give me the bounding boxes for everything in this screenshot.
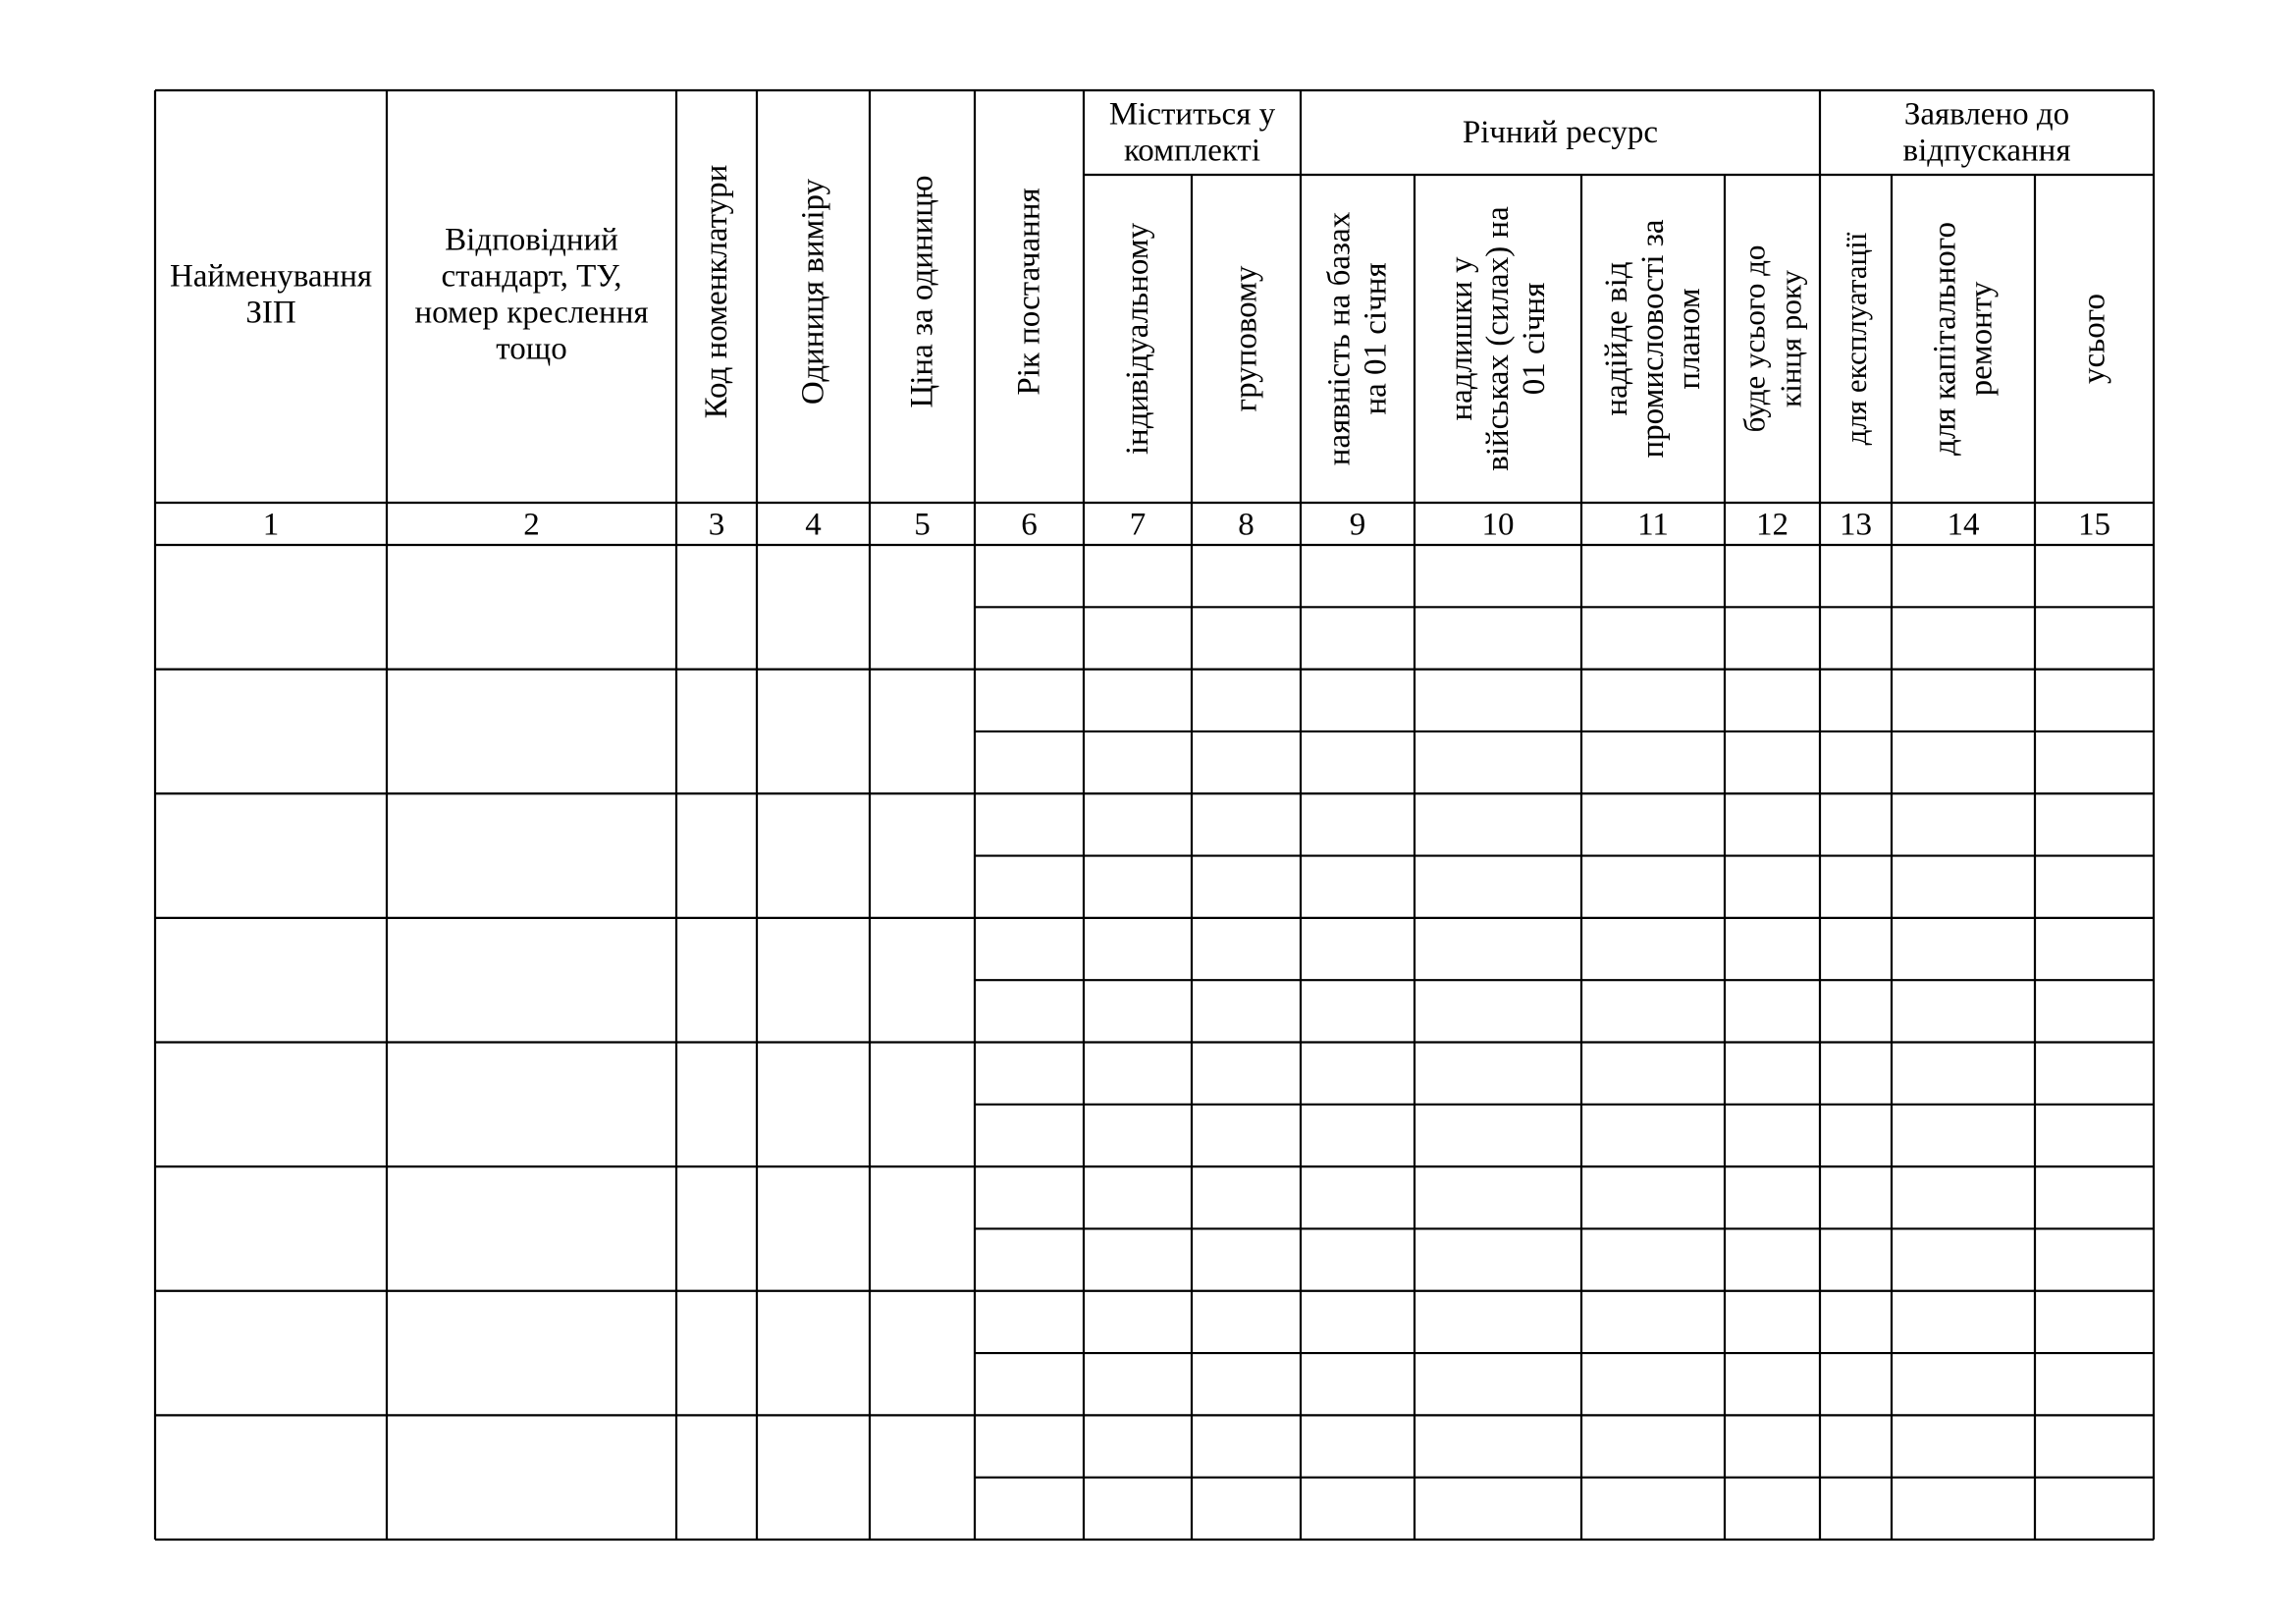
- table-cell-r6-1-c10[interactable]: [1416, 1168, 1579, 1226]
- header-group-line-1: груповому: [1228, 265, 1264, 412]
- header-year-end-total-line-1: буде усього до: [1736, 244, 1772, 433]
- header-group-requested-line-1: Заявлено до: [1903, 96, 2070, 133]
- table-cell-r8-2-c12[interactable]: [1727, 1480, 1818, 1538]
- table-cell-r5-1-c13[interactable]: [1822, 1045, 1890, 1103]
- table-cell-r4-1-c14[interactable]: [1894, 920, 2033, 978]
- table-cell-r6-c5[interactable]: [872, 1168, 973, 1289]
- table-cell-r6-1-c11[interactable]: [1583, 1168, 1723, 1226]
- header-troop-surplus-line-2: військах (силах) на: [1480, 206, 1516, 471]
- table-cell-r7-c4[interactable]: [759, 1293, 868, 1414]
- table-cell-r2-1-c10[interactable]: [1416, 672, 1579, 730]
- table-cell-r6-c3[interactable]: [678, 1168, 755, 1289]
- table-cell-r1-c3[interactable]: [678, 547, 755, 668]
- table-cell-r8-1-c8[interactable]: [1194, 1417, 1299, 1475]
- table-cell-r3-c5[interactable]: [872, 795, 973, 916]
- table-cell-r4-1-c11[interactable]: [1583, 920, 1723, 978]
- table-cell-r8-1-c6[interactable]: [977, 1417, 1082, 1475]
- header-troop-surplus: [1444, 206, 1552, 471]
- table-cell-r2-1-c8[interactable]: [1194, 672, 1299, 730]
- column-number-3: 3: [708, 507, 725, 543]
- header-overhaul: [1928, 222, 2000, 456]
- table-cell-r1-2-c11[interactable]: [1583, 609, 1723, 667]
- header-standard-line-3: номер креслення: [414, 295, 649, 331]
- table-cell-r6-2-c8[interactable]: [1194, 1230, 1299, 1288]
- table-cell-r7-1-c10[interactable]: [1416, 1293, 1579, 1351]
- table-cell-r8-2-c10[interactable]: [1416, 1480, 1579, 1538]
- table-cell-r5-2-c12[interactable]: [1727, 1107, 1818, 1164]
- table-cell-r8-c2[interactable]: [389, 1417, 674, 1538]
- table-cell-r2-1-c9[interactable]: [1303, 672, 1413, 730]
- table-cell-r4-c5[interactable]: [872, 920, 973, 1041]
- table-cell-r3-1-c10[interactable]: [1416, 795, 1579, 853]
- table-cell-r1-c2[interactable]: [389, 547, 674, 668]
- table-cell-r5-c4[interactable]: [759, 1045, 868, 1165]
- table-cell-r7-1-c9[interactable]: [1303, 1293, 1413, 1351]
- table-cell-r4-1-c9[interactable]: [1303, 920, 1413, 978]
- table-cell-r4-1-c10[interactable]: [1416, 920, 1579, 978]
- column-number-6: 6: [1021, 507, 1038, 543]
- table-cell-r5-1-c15[interactable]: [2037, 1045, 2152, 1103]
- header-nomenclature-code-line-1: Код номенклатури: [699, 164, 734, 419]
- header-supply-year-line-1: Рік постачання: [1011, 188, 1047, 396]
- table-cell-r2-2-c9[interactable]: [1303, 733, 1413, 791]
- header-industry-supply-line-3: планом: [1672, 288, 1707, 390]
- header-base-stock: [1322, 211, 1394, 465]
- table-cell-r3-2-c13[interactable]: [1822, 858, 1890, 916]
- table-cell-r1-1-c12[interactable]: [1727, 547, 1818, 605]
- table-cell-r2-2-c11[interactable]: [1583, 733, 1723, 791]
- table-cell-r6-2-c13[interactable]: [1822, 1230, 1890, 1288]
- table-cell-r3-1-c15[interactable]: [2037, 795, 2152, 853]
- table-cell-r2-2-c13[interactable]: [1822, 733, 1890, 791]
- table-cell-r2-1-c15[interactable]: [2037, 672, 2152, 730]
- table-cell-r5-c3[interactable]: [678, 1045, 755, 1165]
- table-cell-r8-1-c12[interactable]: [1727, 1417, 1818, 1475]
- table-cell-r1-2-c8[interactable]: [1194, 609, 1299, 667]
- header-individual: [1120, 222, 1155, 455]
- table-cell-r7-2-c13[interactable]: [1822, 1355, 1890, 1413]
- table-cell-r7-2-c8[interactable]: [1194, 1355, 1299, 1413]
- table-cell-r8-2-c7[interactable]: [1086, 1480, 1190, 1538]
- table-cell-r5-2-c8[interactable]: [1194, 1107, 1299, 1164]
- table-cell-r3-1-c11[interactable]: [1583, 795, 1723, 853]
- table-cell-r8-c1[interactable]: [157, 1417, 385, 1538]
- table-cell-r7-1-c11[interactable]: [1583, 1293, 1723, 1351]
- table-cell-r2-1-c12[interactable]: [1727, 672, 1818, 730]
- table-cell-r7-2-c15[interactable]: [2037, 1355, 2152, 1413]
- table-cell-r5-2-c13[interactable]: [1822, 1107, 1890, 1164]
- table-cell-r2-2-c14[interactable]: [1894, 733, 2033, 791]
- table-cell-r2-2-c12[interactable]: [1727, 733, 1818, 791]
- table-cell-r6-c1[interactable]: [157, 1168, 385, 1289]
- table-cell-r8-2-c9[interactable]: [1303, 1480, 1413, 1538]
- table-cell-r3-2-c12[interactable]: [1727, 858, 1818, 916]
- table-cell-r7-1-c7[interactable]: [1086, 1293, 1190, 1351]
- table-cell-r6-1-c12[interactable]: [1727, 1168, 1818, 1226]
- table-cell-r6-c4[interactable]: [759, 1168, 868, 1289]
- table-cell-r4-1-c8[interactable]: [1194, 920, 1299, 978]
- table-cell-r4-2-c15[interactable]: [2037, 982, 2152, 1040]
- table-cell-r2-1-c14[interactable]: [1894, 672, 2033, 730]
- table-cell-r1-1-c15[interactable]: [2037, 547, 2152, 605]
- table-cell-r6-2-c12[interactable]: [1727, 1230, 1818, 1288]
- table-cell-r5-1-c10[interactable]: [1416, 1045, 1579, 1103]
- table-cell-r2-2-c8[interactable]: [1194, 733, 1299, 791]
- header-item-name-line-2: ЗІП: [245, 295, 296, 331]
- table-cell-r2-c3[interactable]: [678, 672, 755, 792]
- header-base-stock-line-1: наявність на базах: [1321, 211, 1358, 466]
- table-cell-r6-1-c8[interactable]: [1194, 1168, 1299, 1226]
- header-unit-price-line-1: Ціна за одиницю: [904, 175, 940, 408]
- column-number-11: 11: [1637, 507, 1669, 543]
- table-cell-r1-c1[interactable]: [157, 547, 385, 668]
- table-cell-r3-2-c6[interactable]: [977, 858, 1082, 916]
- column-number-5: 5: [914, 507, 931, 543]
- table-cell-r1-c4[interactable]: [759, 547, 868, 668]
- table-cell-r7-c2[interactable]: [389, 1293, 674, 1414]
- table-cell-r7-1-c12[interactable]: [1727, 1293, 1818, 1351]
- table-cell-r1-1-c10[interactable]: [1416, 547, 1579, 605]
- table-cell-r7-1-c14[interactable]: [1894, 1293, 2033, 1351]
- table-cell-r5-c1[interactable]: [157, 1045, 385, 1165]
- table-cell-r1-1-c7[interactable]: [1086, 547, 1190, 605]
- table-cell-r8-2-c14[interactable]: [1894, 1480, 2033, 1538]
- table-cell-r8-1-c10[interactable]: [1416, 1417, 1579, 1475]
- table-cell-r7-2-c9[interactable]: [1303, 1355, 1413, 1413]
- table-cell-r3-2-c9[interactable]: [1303, 858, 1413, 916]
- table-cell-r5-2-c11[interactable]: [1583, 1107, 1723, 1164]
- table-cell-r3-1-c14[interactable]: [1894, 795, 2033, 853]
- table-cell-r8-c3[interactable]: [678, 1417, 755, 1538]
- table-cell-r1-2-c10[interactable]: [1416, 609, 1579, 667]
- table-cell-r4-1-c6[interactable]: [977, 920, 1082, 978]
- table-cell-r8-2-c6[interactable]: [977, 1480, 1082, 1538]
- table-cell-r8-c4[interactable]: [759, 1417, 868, 1538]
- table-cell-r1-2-c9[interactable]: [1303, 609, 1413, 667]
- header-unit-line-1: Одиниця виміру: [795, 178, 831, 406]
- table-cell-r4-2-c14[interactable]: [1894, 982, 2033, 1040]
- table-cell-r3-c2[interactable]: [389, 795, 674, 916]
- table-cell-r6-1-c6[interactable]: [977, 1168, 1082, 1226]
- table-cell-r2-1-c6[interactable]: [977, 672, 1082, 730]
- column-number-4: 4: [805, 507, 822, 543]
- header-operation-line-1: для експлуатації: [1839, 232, 1873, 446]
- table-cell-r7-2-c12[interactable]: [1727, 1355, 1818, 1413]
- header-industry-supply-line-1: надійде від: [1599, 261, 1634, 416]
- table-cell-r7-c5[interactable]: [872, 1293, 973, 1414]
- table-cell-r5-c2[interactable]: [389, 1045, 674, 1165]
- header-overhaul-line-2: ремонту: [1963, 281, 2000, 397]
- header-group-annual-resource-line-1: Річний ресурс: [1462, 115, 1659, 150]
- header-nomenclature-code: [699, 165, 734, 419]
- table-cell-r3-2-c15[interactable]: [2037, 858, 2152, 916]
- header-individual-line-1: індивідуальному: [1120, 222, 1155, 456]
- table-cell-r2-2-c15[interactable]: [2037, 733, 2152, 791]
- table-cell-r8-1-c9[interactable]: [1303, 1417, 1413, 1475]
- table-cell-r6-1-c7[interactable]: [1086, 1168, 1190, 1226]
- table-cell-r7-2-c10[interactable]: [1416, 1355, 1579, 1413]
- table-cell-r6-c2[interactable]: [389, 1168, 674, 1289]
- table-cell-r6-2-c15[interactable]: [2037, 1230, 2152, 1288]
- table-cell-r5-1-c14[interactable]: [1894, 1045, 2033, 1103]
- table-cell-r3-c4[interactable]: [759, 795, 868, 916]
- table-cell-r4-c1[interactable]: [157, 920, 385, 1041]
- column-number-13: 13: [1840, 507, 1872, 543]
- table-cell-r6-2-c6[interactable]: [977, 1230, 1082, 1288]
- table-cell-r1-2-c12[interactable]: [1727, 609, 1818, 667]
- table-cell-r7-c1[interactable]: [157, 1293, 385, 1414]
- header-troop-surplus-line-3: 01 січня: [1517, 282, 1552, 396]
- table-cell-r1-2-c15[interactable]: [2037, 609, 2152, 667]
- table-cell-r7-2-c11[interactable]: [1583, 1355, 1723, 1413]
- table-cell-r6-2-c7[interactable]: [1086, 1230, 1190, 1288]
- header-overhaul-line-1: для капітального: [1927, 222, 1963, 456]
- header-year-end-total-line-2: кінця року: [1773, 270, 1808, 407]
- table-cell-r5-2-c9[interactable]: [1303, 1107, 1413, 1164]
- table-cell-r8-2-c15[interactable]: [2037, 1480, 2152, 1538]
- column-number-1: 1: [262, 507, 280, 543]
- table-cell-r2-c2[interactable]: [389, 672, 674, 792]
- table-cell-r2-c1[interactable]: [157, 672, 385, 792]
- table-cell-r3-1-c6[interactable]: [977, 795, 1082, 853]
- header-troop-surplus-line-1: надлишки у: [1444, 256, 1479, 421]
- table-cell-r1-c5[interactable]: [872, 547, 973, 668]
- header-industry-supply-line-2: промисловості за: [1635, 219, 1671, 459]
- table-cell-r5-2-c7[interactable]: [1086, 1107, 1190, 1164]
- table-cell-r3-1-c12[interactable]: [1727, 795, 1818, 853]
- table-cell-r6-1-c13[interactable]: [1822, 1168, 1890, 1226]
- table-cell-r7-2-c14[interactable]: [1894, 1355, 2033, 1413]
- table-cell-r5-c5[interactable]: [872, 1045, 973, 1165]
- table-cell-r4-1-c15[interactable]: [2037, 920, 2152, 978]
- table-cell-r3-c1[interactable]: [157, 795, 385, 916]
- table-cell-r4-2-c6[interactable]: [977, 982, 1082, 1040]
- table-cell-r2-1-c7[interactable]: [1086, 672, 1190, 730]
- table-cell-r8-2-c13[interactable]: [1822, 1480, 1890, 1538]
- header-unit-price: [905, 175, 940, 407]
- table-cell-r5-2-c6[interactable]: [977, 1107, 1082, 1164]
- table-cell-r6-2-c9[interactable]: [1303, 1230, 1413, 1288]
- table-cell-r4-2-c9[interactable]: [1303, 982, 1413, 1040]
- table-cell-r8-1-c11[interactable]: [1583, 1417, 1723, 1475]
- table-cell-r4-1-c7[interactable]: [1086, 920, 1190, 978]
- table-cell-r8-1-c7[interactable]: [1086, 1417, 1190, 1475]
- header-item-name-line-1: Найменування: [169, 258, 373, 295]
- table-cell-r4-2-c10[interactable]: [1416, 982, 1579, 1040]
- table-cell-r7-1-c6[interactable]: [977, 1293, 1082, 1351]
- table-cell-r3-1-c7[interactable]: [1086, 795, 1190, 853]
- table-cell-r2-c4[interactable]: [759, 672, 868, 792]
- table-cell-r2-2-c6[interactable]: [977, 733, 1082, 791]
- table-cell-r4-c2[interactable]: [389, 920, 674, 1041]
- table-cell-r1-2-c14[interactable]: [1894, 609, 2033, 667]
- header-operation: [1839, 232, 1873, 445]
- table-cell-r5-1-c6[interactable]: [977, 1045, 1082, 1103]
- table-cell-r2-2-c7[interactable]: [1086, 733, 1190, 791]
- table-cell-r2-2-c10[interactable]: [1416, 733, 1579, 791]
- column-number-2: 2: [523, 507, 540, 543]
- header-standard-line-2: стандарт, ТУ,: [441, 258, 622, 295]
- header-group-kit-line-2: комплекті: [1123, 133, 1261, 169]
- table-cell-r4-c4[interactable]: [759, 920, 868, 1041]
- table-cell-r2-c5[interactable]: [872, 672, 973, 792]
- column-number-7: 7: [1129, 507, 1147, 543]
- column-number-14: 14: [1947, 507, 1980, 543]
- table-cell-r2-1-c11[interactable]: [1583, 672, 1723, 730]
- table-cell-r8-1-c15[interactable]: [2037, 1417, 2152, 1475]
- table-cell-r6-1-c15[interactable]: [2037, 1168, 2152, 1226]
- header-supply-year: [1012, 188, 1047, 395]
- column-number-9: 9: [1349, 507, 1366, 543]
- table-cell-r4-1-c13[interactable]: [1822, 920, 1890, 978]
- table-cell-r3-2-c10[interactable]: [1416, 858, 1579, 916]
- table-cell-r1-1-c11[interactable]: [1583, 547, 1723, 605]
- header-year-end-total: [1737, 245, 1808, 433]
- table-cell-r4-2-c13[interactable]: [1822, 982, 1890, 1040]
- table-cell-r3-2-c8[interactable]: [1194, 858, 1299, 916]
- table-cell-r3-1-c8[interactable]: [1194, 795, 1299, 853]
- table-cell-r1-2-c6[interactable]: [977, 609, 1082, 667]
- table-cell-r5-1-c9[interactable]: [1303, 1045, 1413, 1103]
- table-cell-r6-1-c14[interactable]: [1894, 1168, 2033, 1226]
- table-cell-r6-2-c11[interactable]: [1583, 1230, 1723, 1288]
- table-cell-r8-2-c11[interactable]: [1583, 1480, 1723, 1538]
- table-cell-r5-1-c12[interactable]: [1727, 1045, 1818, 1103]
- header-group-kit-line-1: Міститься у: [1108, 96, 1276, 133]
- table-cell-r8-c5[interactable]: [872, 1417, 973, 1538]
- header-standard-line-1: Відповідний: [445, 222, 618, 258]
- table-cell-r3-c3[interactable]: [678, 795, 755, 916]
- column-number-15: 15: [2078, 507, 2110, 543]
- table-cell-r7-1-c15[interactable]: [2037, 1293, 2152, 1351]
- header-total: [2077, 294, 2112, 384]
- table-cell-r1-1-c13[interactable]: [1822, 547, 1890, 605]
- table-cell-r6-1-c9[interactable]: [1303, 1168, 1413, 1226]
- table-cell-r4-2-c12[interactable]: [1727, 982, 1818, 1040]
- table-cell-r6-2-c10[interactable]: [1416, 1230, 1579, 1288]
- table-cell-r5-2-c14[interactable]: [1894, 1107, 2033, 1164]
- header-group: [1229, 265, 1264, 411]
- table-cell-r8-1-c14[interactable]: [1894, 1417, 2033, 1475]
- column-number-10: 10: [1481, 507, 1515, 543]
- table-cell-r1-1-c9[interactable]: [1303, 547, 1413, 605]
- header-industry-supply: [1599, 219, 1707, 458]
- table-cell-r5-1-c7[interactable]: [1086, 1045, 1190, 1103]
- table-cell-r4-2-c11[interactable]: [1583, 982, 1723, 1040]
- table-cell-r5-2-c10[interactable]: [1416, 1107, 1579, 1164]
- table-cell-r1-1-c14[interactable]: [1894, 547, 2033, 605]
- header-group-requested-line-2: відпускання: [1902, 133, 2071, 169]
- table-cell-r3-2-c14[interactable]: [1894, 858, 2033, 916]
- header-total-line-1: усього: [2076, 294, 2112, 384]
- table-cell-r7-2-c6[interactable]: [977, 1355, 1082, 1413]
- table-cell-r5-1-c11[interactable]: [1583, 1045, 1723, 1103]
- header-base-stock-line-2: на 01 січня: [1358, 262, 1394, 415]
- column-number-12: 12: [1756, 507, 1789, 543]
- table-cell-r5-1-c8[interactable]: [1194, 1045, 1299, 1103]
- table-cell-r7-c3[interactable]: [678, 1293, 755, 1414]
- table-cell-r3-1-c13[interactable]: [1822, 795, 1890, 853]
- table-cell-r7-1-c8[interactable]: [1194, 1293, 1299, 1351]
- table-cell-r8-2-c8[interactable]: [1194, 1480, 1299, 1538]
- table-cell-r4-2-c8[interactable]: [1194, 982, 1299, 1040]
- table-cell-r4-1-c12[interactable]: [1727, 920, 1818, 978]
- header-standard-line-4: тощо: [496, 331, 567, 367]
- table-cell-r1-1-c8[interactable]: [1194, 547, 1299, 605]
- table-cell-r5-2-c15[interactable]: [2037, 1107, 2152, 1164]
- table-cell-r1-2-c7[interactable]: [1086, 609, 1190, 667]
- table-cell-r3-2-c7[interactable]: [1086, 858, 1190, 916]
- table-cell-r3-1-c9[interactable]: [1303, 795, 1413, 853]
- table-cell-r8-1-c13[interactable]: [1822, 1417, 1890, 1475]
- table-cell-r4-c3[interactable]: [678, 920, 755, 1041]
- table-cell-r1-2-c13[interactable]: [1822, 609, 1890, 667]
- table-cell-r3-2-c11[interactable]: [1583, 858, 1723, 916]
- column-number-8: 8: [1238, 507, 1255, 543]
- table-cell-r7-1-c13[interactable]: [1822, 1293, 1890, 1351]
- table-cell-r2-1-c13[interactable]: [1822, 672, 1890, 730]
- table-cell-r1-1-c6[interactable]: [977, 547, 1082, 605]
- table-cell-r7-2-c7[interactable]: [1086, 1355, 1190, 1413]
- header-unit: [796, 178, 831, 405]
- table-cell-r4-2-c7[interactable]: [1086, 982, 1190, 1040]
- table-cell-r6-2-c14[interactable]: [1894, 1230, 2033, 1288]
